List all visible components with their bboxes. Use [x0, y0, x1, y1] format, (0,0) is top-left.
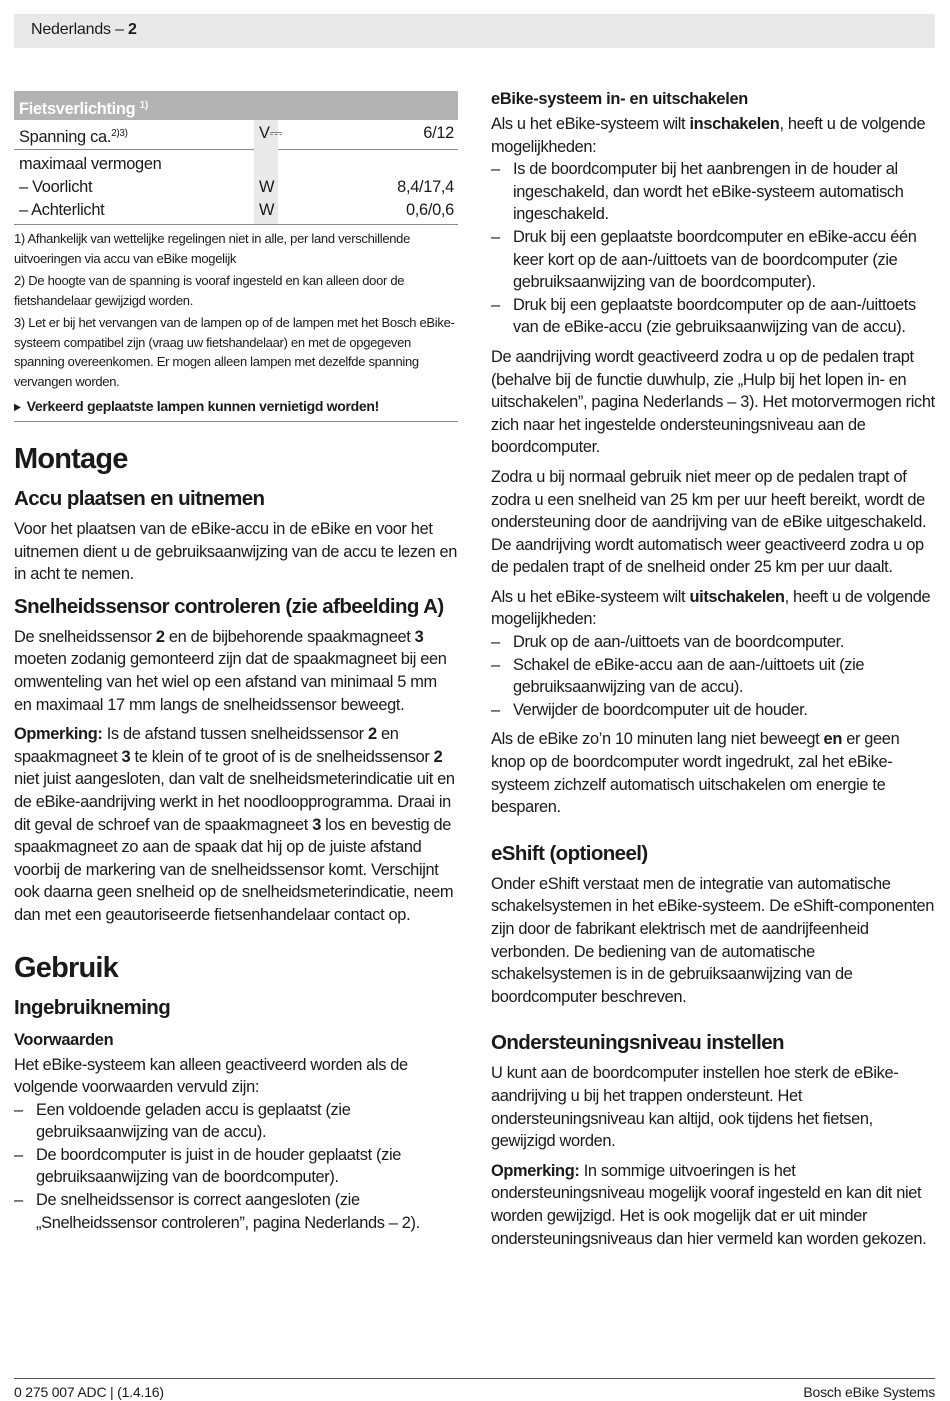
heading-accu: Accu plaatsen en uitnemen	[14, 487, 265, 510]
heading-eshift: eShift (optioneel)	[491, 841, 648, 865]
inuit-off-list	[491, 631, 935, 721]
support-paragraph: U kunt aan de boordcomputer instellen hoe sterk de eBike-aandrijving u bij het trappen ondersteunt. Het ondersteuningsniveau kan altijd, ook tijdens het fietsen, gewijzigd worden.	[491, 1064, 899, 1151]
spec-title-text: Fietsverlichting	[19, 100, 136, 118]
footnote-1: 1) Afhankelijk van wettelijke regelingen niet in alle, per land verschillende uitvoeringen via accu van eBike mogelijk	[14, 231, 411, 266]
eshift-paragraph: Onder eShift verstaat men de integratie van automatische schakelsystemen in het eBike-systeem. De eShift-componenten zijn door de fabrikant elektrisch met de aandrijfeenheid verbonden. De bediening van de automatische schakelsystemen is in de gebruiksaanwijzing van de boordcomputer beschreven.	[491, 874, 935, 1006]
list-item: – Schakel de eBike-accu aan de aan-/uittoets uit (zie gebruiksaanwijzing van de accu).	[491, 654, 935, 699]
list-item: – Een voldoende geladen accu is geplaatst (zie gebruiksaanwijzing van de accu).	[14, 1099, 458, 1144]
sensor-note: Opmerking: Is de afstand tussen snelheidssensor 2 en spaakmagneet 3 te klein of te groot of is de snelheidssensor 2 niet juist aangesloten, dan valt de snelheidsmeterindicatie uit en de eBike-aandrijving werkt in het noodloopprogramma. Draai in dit geval de schroef van de spaakmagneet 3 los en bevestig de spaakmagneet zo aan de spaak dat hij op de juiste afstand voorbij de markering van de snelheidssensor komt. Verschijnt ook daarna geen snelheid op de snelheidsmeterindicatie, neem dan met een geautoriseerde fietsenhandelaar contact op.	[14, 725, 455, 924]
warning-text: Verkeerd geplaatste lampen kunnen vernietigd worden!	[26, 398, 380, 414]
list-item: – Druk bij een geplaatste boordcomputer op de aan-/uittoets van de eBike-accu (zie gebruiksaanwijzing van de accu).	[491, 294, 935, 339]
header-separator: –	[110, 21, 129, 38]
list-item: – Is de boordcomputer bij het aanbrengen in de houder al ingeschakeld, dan wordt het eBike-systeem automatisch ingeschakeld.	[491, 158, 935, 226]
voorwaarden-intro: Het eBike-systeem kan alleen geactiveerd worden als de volgende voorwaarden vervuld zijn:	[14, 1055, 408, 1097]
table-divider	[14, 224, 458, 225]
lighting-spec-table	[14, 91, 458, 422]
voorwaarden-list	[14, 1099, 458, 1235]
heading-sensor: Snelheidssensor controleren (zie afbeelding A)	[14, 594, 444, 618]
lamp-warning	[14, 396, 458, 418]
table-divider	[14, 421, 458, 422]
spec-title-note: 1)	[139, 100, 148, 111]
spec-unit: W	[259, 201, 275, 219]
auto-off-paragraph: Als de eBike zo’n 10 minuten lang niet beweegt en er geen knop op de boordcomputer wordt ingedrukt, zal het eBike-systeem zichzelf automatisch uitschakelen om energie te besparen.	[491, 730, 900, 817]
list-item: – Druk bij een geplaatste boordcomputer en eBike-accu één keer kort op de aan-/uittoets van de boordcomputer (zie gebruiksaanwijzing van de boordcomputer).	[491, 226, 935, 294]
footnote-2: 2) De hoogte van de spanning is vooraf ingesteld en kan alleen door de fietshandelaar gewijzigd worden.	[14, 273, 405, 308]
spec-label: maximaal vermogen	[19, 155, 162, 173]
spec-unit: W	[259, 178, 275, 196]
list-item: – Verwijder de boordcomputer uit de houder.	[491, 699, 935, 722]
spec-table-title	[14, 91, 458, 120]
header-language: Nederlands	[31, 21, 111, 38]
spec-row-front-light	[14, 176, 458, 199]
list-item: – De boordcomputer is juist in de houder geplaatst (zie gebruiksaanwijzing van de boordcomputer).	[14, 1144, 458, 1189]
section-title-montage: Montage	[14, 443, 128, 475]
table-divider	[14, 149, 458, 150]
heading-voorwaarden: Voorwaarden	[14, 1030, 114, 1049]
accu-paragraph: Voor het plaatsen van de eBike-accu in de eBike en voor het uitnemen dient u de gebruiksaanwijzing van de accu te lezen en in acht te nemen.	[14, 520, 458, 584]
spec-row-voltage	[14, 122, 458, 145]
left-column	[14, 88, 458, 1241]
spec-value: 6/12	[423, 124, 454, 142]
inuit-on-intro: Als u het eBike-systeem wilt inschakelen, heeft u de volgende mogelijkheden:	[491, 115, 926, 156]
right-column	[491, 88, 935, 1257]
heading-support: Ondersteuningsniveau instellen	[491, 1031, 784, 1055]
spec-value: 0,6/0,6	[405, 201, 454, 219]
spec-row-rear-light	[14, 199, 458, 222]
page-footer	[14, 1378, 935, 1400]
section-title-gebruik: Gebruik	[14, 951, 118, 984]
heading-ingebruikneming: Ingebruikneming	[14, 995, 171, 1019]
page-header	[14, 14, 935, 48]
heading-inuit: eBike-systeem in- en uitschakelen	[491, 90, 749, 108]
stop-paragraph: Zodra u bij normaal gebruik niet meer op de pedalen trapt of zodra u een snelheid van 25 km per uur heeft bereikt, wordt de ondersteuning door de aandrijving van de eBike uitgeschakeld. De aandrijving wordt automatisch weer geactiveerd zodra u op de pedalen trapt of de snelheid onder 25 km per uur daalt.	[491, 467, 927, 577]
spec-row-max-power	[14, 153, 458, 176]
list-item: – De snelheidssensor is correct aangesloten (zie „Snelheidssensor controleren”, pagina Nederlands – 2).	[14, 1189, 458, 1234]
inuit-on-list	[491, 158, 935, 339]
spec-label: – Achterlicht	[19, 201, 105, 219]
triangle-bullet-icon: ▶	[14, 402, 21, 413]
inuit-off-intro: Als u het eBike-systeem wilt uitschakelen, heeft u de volgende mogelijkheden:	[491, 587, 931, 629]
sensor-paragraph: De snelheidssensor 2 en de bijbehorende spaakmagneet 3 moeten zodanig gemonteerd zijn dat de spaakmagneet bij een omwenteling van het wiel op een afstand van minimaal 5 mm en maximaal 17 mm langs de snelheidssensor beweegt.	[14, 627, 447, 714]
list-item: – Druk op de aan-/uittoets van de boordcomputer.	[491, 631, 935, 654]
spec-label: Spanning ca.$^{2)3)}$	[19, 128, 128, 146]
footer-brand: Bosch eBike Systems	[803, 1384, 935, 1400]
support-note: Opmerking: In sommige uitvoeringen is het ondersteuningsniveau mogelijk vooraf ingesteld en kan dit niet worden gewijzigd. Het is ook mogelijk dat er uit minder ondersteuningsniveaus dan hier vermeld kan worden gekozen.	[491, 1161, 927, 1248]
spec-value: 8,4/17,4	[397, 178, 454, 196]
spec-label: – Voorlicht	[19, 178, 93, 196]
header-page-number: 2	[128, 21, 137, 38]
drive-paragraph: De aandrijving wordt geactiveerd zodra u op de pedalen trapt (behalve bij de functie duwhulp, zie „Hulp bij het lopen in- en uitschakelen”, pagina Nederlands – 3). Het motorvermogen richt zich naar het ingestelde ondersteuningsniveau aan de boordcomputer.	[491, 347, 935, 457]
footer-doc-code: 0 275 007 ADC | (1.4.16)	[14, 1384, 164, 1400]
header-text	[31, 21, 137, 39]
spec-unit: V⎓	[259, 124, 283, 142]
footnote-3: 3) Let er bij het vervangen van de lampen op of de lampen met het Bosch eBike-systeem compatibel zijn (vraag uw fietshandelaar) en met de opgegeven spanning overeenkomen. Er mogen alleen lampen met dezelfde spanning vervangen worden.	[14, 315, 455, 389]
